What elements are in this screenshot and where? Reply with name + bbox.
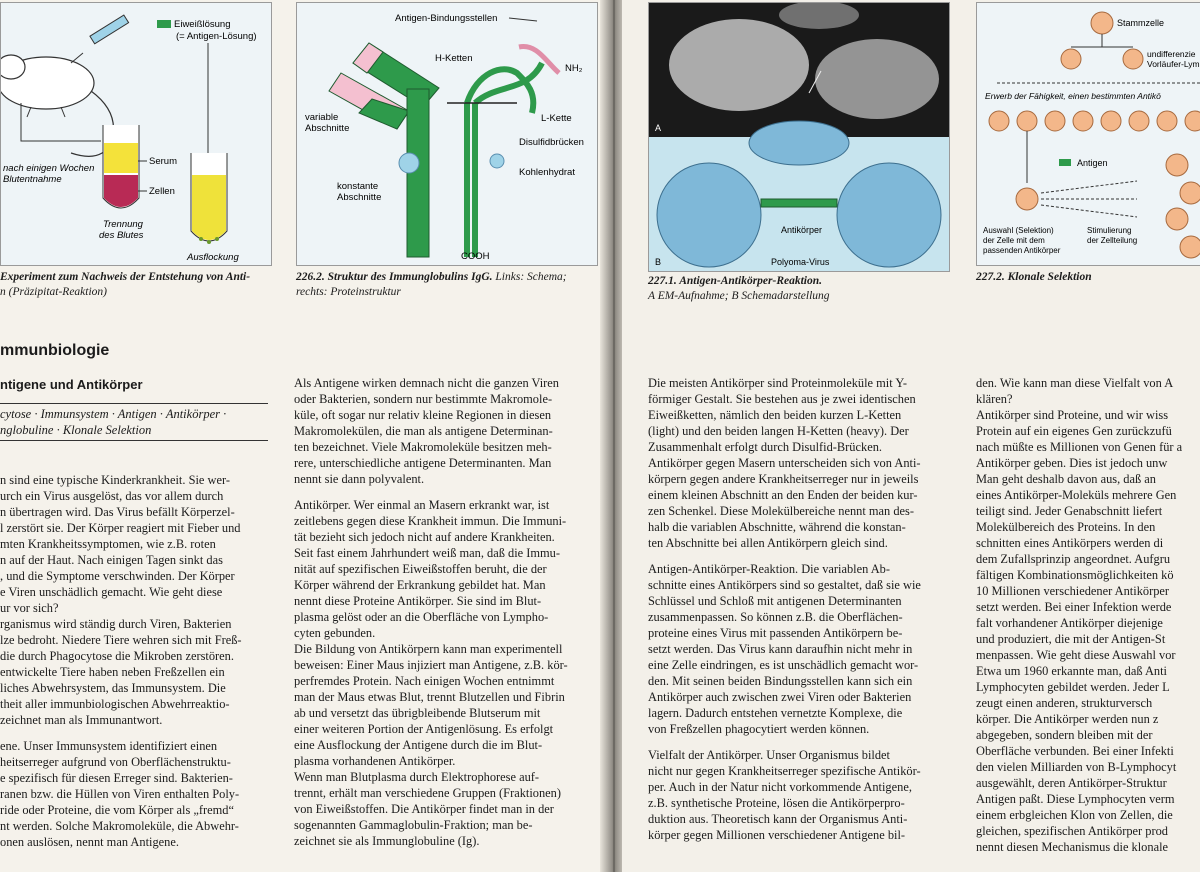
label-cells: Zellen bbox=[149, 186, 175, 197]
text-line: rere, unterschiedliche antigene Determinanten. Man bbox=[294, 456, 552, 470]
label-constant1: konstante bbox=[337, 181, 379, 192]
text-line: man der Maus etwas Blut, trennt Blutzellen und Fibrin bbox=[294, 690, 565, 704]
chapter-title: mmunbiologie bbox=[0, 342, 110, 359]
section-title: ntigene und Antikörper bbox=[0, 377, 143, 392]
lymphocyte-row bbox=[989, 111, 1200, 131]
text-line: oder Bakterien, sondern nur bestimmte Makromole- bbox=[294, 392, 553, 406]
text-line: schnitte eines Antikörpers sind so gestaltet, daß sie wie bbox=[648, 578, 921, 592]
text-line: ten Abschnitte bei allen Antikörpern gleich sind. bbox=[648, 536, 888, 550]
right-page bbox=[622, 0, 1200, 872]
text-line: ranen bzw. die Hüllen von Viren enthalten Poly- bbox=[0, 787, 240, 801]
text-line: plasma vorhandenen Antikörper. bbox=[294, 754, 456, 768]
text-line: nicht nur gegen Krankheitserreger spezifische Antikör- bbox=[648, 764, 921, 778]
text-line: Vielfalt der Antikörper. Unser Organismus bildet bbox=[648, 748, 890, 762]
figure-precipitate-experiment bbox=[0, 2, 272, 266]
label-stem-cell: Stammzelle bbox=[1117, 18, 1165, 28]
text-line: ride oder Proteine, die vom Körper als „fremd“ bbox=[0, 803, 234, 817]
text-line: Antikörper sind Proteine, und wir wiss bbox=[976, 408, 1169, 422]
label-selection1: Auswahl (Selektion) bbox=[983, 226, 1054, 235]
label-disulfide: Disulfidbrücken bbox=[519, 137, 584, 148]
label-undiff1: undifferenzie bbox=[1147, 49, 1196, 59]
text-line: ur vor sich? bbox=[0, 601, 59, 615]
label-separation1: Trennung bbox=[103, 219, 143, 230]
text-line: Antigen-Antikörper-Reaktion. Die variablen Ab- bbox=[648, 562, 890, 576]
text-line: theit aller immunbiologischen Abwehrreaktio- bbox=[0, 697, 230, 711]
text-line: l zerstört sie. Der Körper reagiert mit Fieber und bbox=[0, 521, 241, 535]
lymphocyte-cell bbox=[1101, 111, 1121, 131]
text-line: menpassen. Wie geht diese Auswahl vor bbox=[976, 648, 1176, 662]
figure3-caption bbox=[648, 274, 948, 304]
text-line: nt werden. Solche Makromoleküle, die Abwehr- bbox=[0, 819, 239, 833]
label-selection3: passenden Antikörper bbox=[983, 246, 1061, 255]
text-line: liches Abwehrsystem, das Immunsystem. Die bbox=[0, 681, 226, 695]
text-line: onen auslösen, nennt man Antigene. bbox=[0, 835, 179, 849]
text-line: förmiger Gestalt. Sie bestehen aus je zwei identischen bbox=[648, 392, 916, 406]
text-line: ausgewählt, deren Antikörper-Struktur bbox=[976, 776, 1167, 790]
text-line: Die Bildung von Antikörpern kann man experimentell bbox=[294, 642, 563, 656]
text-line: dem Zufallsprinzip angeordnet. Aufgru bbox=[976, 552, 1171, 566]
text-line: Zusammenhalt erfolgt durch Disulfid-Brücken. bbox=[648, 440, 882, 454]
text-line: eine Zelle eindringen, es ist unschädlich gemacht wor- bbox=[648, 658, 919, 672]
text-line: setzt werden. Das Virus kann daraufhin nicht mehr in bbox=[648, 642, 913, 656]
lymphocyte-cell bbox=[989, 111, 1009, 131]
figure-igg-structure bbox=[296, 2, 598, 266]
figure-antigen-antibody-reaction bbox=[648, 2, 950, 272]
text-line: Antigen paßt. Diese Lymphocyten verm bbox=[976, 792, 1175, 806]
lymphocyte-cell bbox=[1185, 111, 1200, 131]
text-line: duktion aus. Theoretisch kann der Organismus Anti- bbox=[648, 812, 908, 826]
figure3-caption-bold: 227.1. Antigen-Antikörper-Reaktion. bbox=[648, 275, 823, 287]
figure2-caption-bold: 226.2. Struktur des Immunglobulins IgG. bbox=[296, 271, 493, 283]
text-line: trennt, erhält man verschiedene Gruppen (Fraktionen) bbox=[294, 786, 561, 800]
text-line: lagern. Dadurch entstehen vernetzte Komplexe, die bbox=[648, 706, 903, 720]
text-line: falt vorhandener Antikörper diejenige bbox=[976, 616, 1163, 630]
figure2-caption bbox=[296, 270, 600, 300]
text-line: mten Krankheitssymptomen, wie z.B. roten bbox=[0, 537, 216, 551]
text-line: Oberfläche verbunden. Bei einer Infekti bbox=[976, 744, 1174, 758]
text-line: klären? bbox=[976, 392, 1013, 406]
text-line: zusammenpassen. So können z.B. die Oberflächen- bbox=[648, 610, 903, 624]
paragraph-gap bbox=[294, 487, 596, 497]
text-line: 10 Millionen verschiedener Antikörper bbox=[976, 584, 1170, 598]
label-serum: Serum bbox=[149, 156, 177, 167]
text-line: fältigen Kombinationsmöglichkeiten kö bbox=[976, 568, 1174, 582]
text-line: ab und versetzt das übrigbleibende Blutserum mit bbox=[294, 706, 541, 720]
label-b: B bbox=[655, 257, 662, 267]
text-line: n auf der Haut. Nach einigen Tagen sinkt das bbox=[0, 553, 223, 567]
text-line: plasma gelöst oder an die Oberfläche von Lympho- bbox=[294, 610, 549, 624]
label-a: A bbox=[655, 123, 662, 133]
label-antigen: Antigen bbox=[1077, 158, 1108, 168]
text-line: einem kleinen Abschnitt an den Enden der beiden kur- bbox=[648, 488, 918, 502]
text-line: eines Antikörper-Moleküls mehrere Gen bbox=[976, 488, 1177, 502]
label-undiff2: Vorläufer-Lym bbox=[1147, 59, 1200, 69]
text-line: sogenannten Gammaglobulin-Fraktion; man be- bbox=[294, 818, 533, 832]
text-line: die durch Phagocytose die Mikroben zerstören. bbox=[0, 649, 234, 663]
text-line: körper. Die Antikörper werden nun z bbox=[976, 712, 1159, 726]
text-line: n sind eine typische Kinderkrankheit. Sie wer- bbox=[0, 473, 230, 487]
text-column-3 bbox=[648, 375, 950, 843]
text-line: urch ein Virus ausgelöst, das vor allem durch bbox=[0, 489, 224, 503]
paragraph-gap bbox=[648, 551, 950, 561]
paragraph-gap bbox=[648, 737, 950, 747]
text-line: perfremdes Protein. Nach einigen Wochen entnimmt bbox=[294, 674, 555, 688]
text-line: e Viren unschädlich gemacht. Wie geht diese bbox=[0, 585, 223, 599]
text-line: tät bezieht sich jedoch nicht auf andere Krankheiten. bbox=[294, 530, 555, 544]
text-line: lze bedroht. Niedere Tiere wehren sich mit Freß- bbox=[0, 633, 242, 647]
text-line: körpern gegen andere Krankheitserreger nur in jeweils bbox=[648, 472, 919, 486]
label-cooh: COOH bbox=[461, 251, 490, 262]
text-line: nennt diese Proteine Antikörper. Sie sind im Blut- bbox=[294, 594, 542, 608]
figure3-caption-rest: A EM-Aufnahme; B Schemadarstellung bbox=[648, 290, 830, 302]
label-stimulation2: der Zellteilung bbox=[1087, 236, 1138, 245]
paragraph-gap bbox=[0, 728, 270, 738]
lymphocyte-cell bbox=[1045, 111, 1065, 131]
text-line: gleichen, spezifischen Antikörper prod bbox=[976, 824, 1168, 838]
label-variable2: Abschnitte bbox=[305, 123, 350, 134]
text-line: z.B. synthetische Proteine, lösen die Antikörperpro- bbox=[648, 796, 905, 810]
label-l-chain: L-Kette bbox=[541, 113, 572, 124]
text-line: Etwa um 1960 erkannte man, daß Anti bbox=[976, 664, 1167, 678]
text-line: e spezifisch für diesen Erreger sind. Bakterien- bbox=[0, 771, 233, 785]
keywords-line1: cytose · Immunsystem · Antigen · Antikörper · bbox=[0, 407, 227, 421]
label-stimulation1: Stimulierung bbox=[1087, 226, 1132, 235]
figure4-caption bbox=[976, 270, 1200, 285]
text-line: zeichnet man als Immunantwort. bbox=[0, 713, 163, 727]
text-line: Man geht deshalb davon aus, daß an bbox=[976, 472, 1156, 486]
figure2-caption-rest1: Links: Schema; bbox=[492, 271, 567, 283]
text-line: Antikörper. Wer einmal an Masern erkrankt war, ist bbox=[294, 498, 550, 512]
text-line: von Eiweißstoffen. Die Antikörper findet man in der bbox=[294, 802, 554, 816]
text-line: beweisen: Einer Maus injiziert man Antigene, z.B. kör- bbox=[294, 658, 568, 672]
antibody-protein-structure bbox=[447, 46, 559, 257]
text-line: Schlüssel und Schloß mit antigenen Determinanten bbox=[648, 594, 902, 608]
text-line: und produziert, die mit der Antigen-St bbox=[976, 632, 1166, 646]
label-selection2: der Zelle mit dem bbox=[983, 236, 1045, 245]
figure2-caption-rest2: rechts: Proteinstruktur bbox=[296, 286, 401, 298]
figure1-caption bbox=[0, 270, 270, 300]
text-line: teiligt sind. Jeder Genabschnitt liefert bbox=[976, 504, 1163, 518]
text-column-1 bbox=[0, 472, 270, 850]
text-line: entwickelte Tiere haben neben Freßzellen ein bbox=[0, 665, 225, 679]
text-line: zeichnet sie als Immunglobuline (Ig). bbox=[294, 834, 480, 848]
text-line: einem erbgleichen Klon von Zellen, die bbox=[976, 808, 1173, 822]
text-line: halb die variablen Abschnitte, während die konstan- bbox=[648, 520, 906, 534]
text-line: nität auf spezifischen Eiweißstoffen beruht, die der bbox=[294, 562, 547, 576]
antibody-schematic bbox=[329, 43, 439, 257]
text-line: den. Mit seinen beiden Bindungsstellen kann sich ein bbox=[648, 674, 913, 688]
label-carbohydrate: Kohlenhydrat bbox=[519, 167, 575, 178]
syringe-illustration bbox=[71, 15, 129, 63]
text-line: zeugt einen anderen, strukturversch bbox=[976, 696, 1153, 710]
figure4-caption-bold: 227.2. Klonale Selektion bbox=[976, 271, 1092, 283]
label-solution: Eiweißlösung bbox=[174, 19, 231, 30]
text-line: Als Antigene wirken demnach nicht die ganzen Viren bbox=[294, 376, 559, 390]
label-acquire: Erwerb der Fähigkeit, einen bestimmten Antikö bbox=[985, 91, 1161, 101]
text-line: von Freßzellen phagocytiert werden können. bbox=[648, 722, 870, 736]
lymphocyte-cell bbox=[1017, 111, 1037, 131]
text-line: abgegeben, sondern bleiben mit der bbox=[976, 728, 1153, 742]
label-antibody: Antikörper bbox=[781, 225, 823, 235]
text-line: cyten gebunden. bbox=[294, 626, 376, 640]
text-line: ene. Unser Immunsystem identifiziert einen bbox=[0, 739, 218, 753]
text-line: per. Auch in der Natur nicht vorkommende Antigene, bbox=[648, 780, 912, 794]
text-line: zeitlebens gegen diese Krankheit immun. Die Immuni- bbox=[294, 514, 567, 528]
text-line: körper gegen Millionen verschiedener Antigene bil- bbox=[648, 828, 906, 842]
text-line: Antikörper gegen Masern unterscheiden sich von Anti- bbox=[648, 456, 921, 470]
text-line: Die meisten Antikörper sind Proteinmoleküle mit Y- bbox=[648, 376, 908, 390]
text-line: Makromolekülen, die man als antigene Determinan- bbox=[294, 424, 553, 438]
text-line: küle, oft sogar nur relativ kleine Regionen in diesen bbox=[294, 408, 552, 422]
text-line: heitserreger aufgrund von Oberflächenstruktu- bbox=[0, 755, 231, 769]
label-nh2: NH₂ bbox=[565, 63, 583, 74]
text-line: schnitten eines Antikörpers werden di bbox=[976, 536, 1164, 550]
text-line: nennt sie dann polyvalent. bbox=[294, 472, 425, 486]
label-separation2: des Blutes bbox=[99, 230, 144, 241]
label-variable1: variable bbox=[305, 112, 339, 123]
text-line: Lymphocyten gebildet werden. Jeder L bbox=[976, 680, 1170, 694]
figure-clonal-selection bbox=[976, 2, 1200, 266]
text-line: n übertragen wird. Das Virus befällt Körperzel- bbox=[0, 505, 235, 519]
text-line: Wenn man Blutplasma durch Elektrophorese auf- bbox=[294, 770, 540, 784]
text-line: den vielen Milliarden von B-Lymphocyt bbox=[976, 760, 1177, 774]
text-line: proteine eines Virus mit passenden Antikörpern be- bbox=[648, 626, 903, 640]
label-solution2: (= Antigen-Lösung) bbox=[176, 31, 257, 42]
text-line: Seit fast einem Jahrhundert weiß man, daß die Immu- bbox=[294, 546, 560, 560]
text-line: nach müßte es Millionen von Genen für a bbox=[976, 440, 1183, 454]
label-constant2: Abschnitte bbox=[337, 192, 382, 203]
text-line: ten bezeichnet. Viele Makromoleküle besitzen meh- bbox=[294, 440, 552, 454]
text-line: Körper während der Erkrankung gebildet hat. Man bbox=[294, 578, 546, 592]
label-after-weeks: nach einigen Wochen bbox=[3, 163, 95, 174]
label-binding-sites: Antigen-Bindungsstellen bbox=[395, 13, 498, 24]
text-column-2 bbox=[294, 375, 596, 849]
lymphocyte-cell bbox=[1073, 111, 1093, 131]
label-blood-draw: Blutentnahme bbox=[3, 174, 62, 185]
test-tube-flocculation bbox=[191, 153, 227, 244]
text-line: einer weiteren Portion der Antigenlösung. Es erfolgt bbox=[294, 722, 554, 736]
figure1-caption-rest: n (Präzipitat-Reaktion) bbox=[0, 286, 107, 298]
text-line: Molekülbereich des Proteins. In den bbox=[976, 520, 1156, 534]
text-line: Protein auf ein eigenes Gen zurückzufü bbox=[976, 424, 1172, 438]
text-line: Antikörper auch zwischen zwei Viren oder Bakterien bbox=[648, 690, 912, 704]
label-h-chains: H-Ketten bbox=[435, 53, 473, 64]
text-line: (light) und den beiden langen H-Ketten (heavy). Der bbox=[648, 424, 909, 438]
figure1-caption-bold: Experiment zum Nachweis der Entstehung von Anti- bbox=[0, 271, 251, 283]
label-flocculation: Ausflockung bbox=[187, 252, 239, 263]
keywords-line2: nglobuline · Klonale Selektion bbox=[0, 423, 152, 437]
text-line: den. Wie kann man diese Vielfalt von A bbox=[976, 376, 1174, 390]
text-line: rganismus wird ständig durch Viren, Bakterien bbox=[0, 617, 232, 631]
test-tube-separation bbox=[103, 125, 139, 208]
lymphocyte-cell bbox=[1157, 111, 1177, 131]
text-line: Eiweißketten, nämlich den beiden kurzen L-Ketten bbox=[648, 408, 902, 422]
keywords-box bbox=[0, 403, 268, 441]
text-line: , und die Symptome verschwinden. Der Körper bbox=[0, 569, 235, 583]
text-line: zen Schenkel. Diese Molekülbereiche nennt man des- bbox=[648, 504, 914, 518]
text-line: Antikörper geben. Dies ist jedoch unw bbox=[976, 456, 1168, 470]
text-line: eine Ausflockung der Antigene durch die im Blut- bbox=[294, 738, 543, 752]
lymphocyte-cell bbox=[1129, 111, 1149, 131]
text-line: nennt diesen Mechanismus die klonale bbox=[976, 840, 1169, 854]
text-line: setzt werden. Bei einer Infektion werde bbox=[976, 600, 1172, 614]
text-column-4 bbox=[976, 375, 1200, 855]
label-virus: Polyoma-Virus bbox=[771, 257, 830, 267]
